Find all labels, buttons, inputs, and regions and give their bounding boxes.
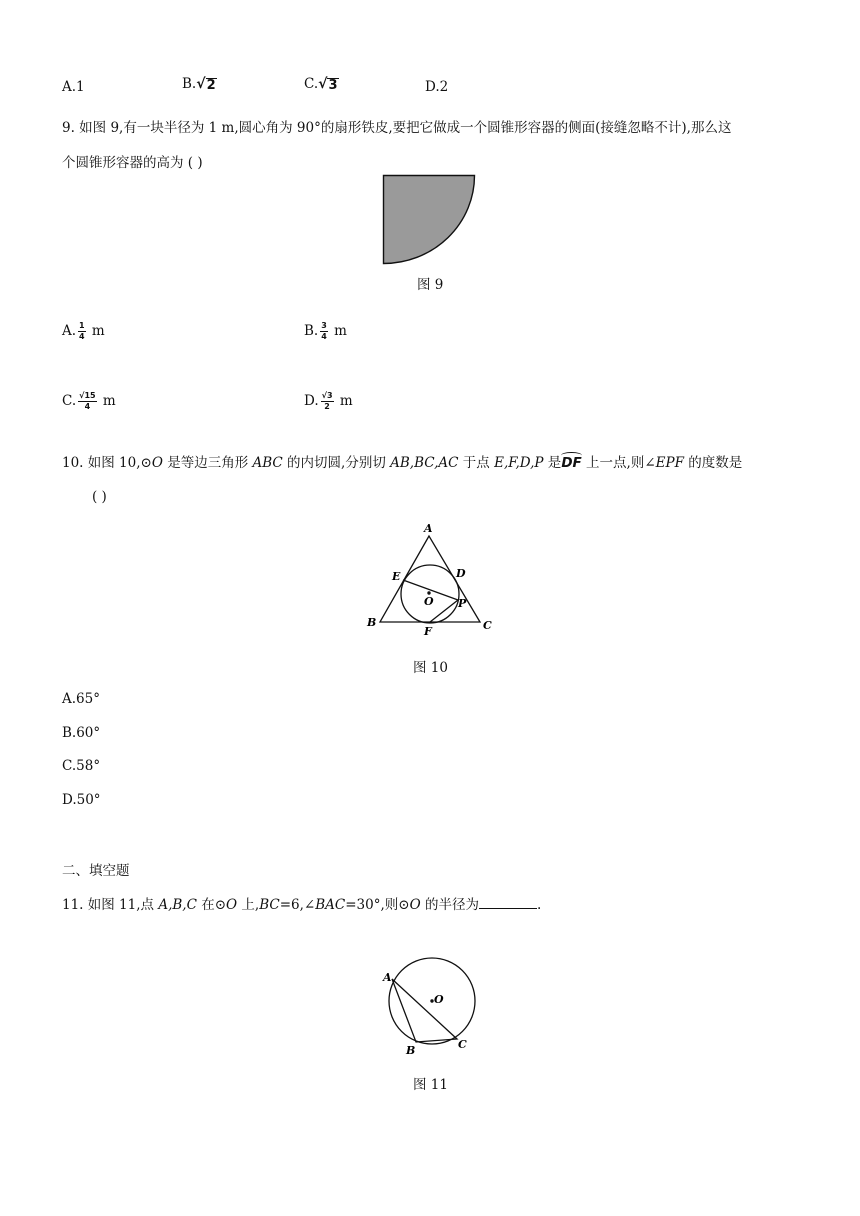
arc-df-symbol: DF [561,455,582,471]
q10-text: 的度数是 [683,455,743,471]
triangle-abc [392,979,457,1042]
q11-text: 上, [237,897,260,913]
label-e: E [392,570,401,583]
q10-text: 于点 [458,455,495,471]
q10-text: ABC [252,455,283,471]
prev-option-c [304,76,339,92]
prev-option-c-prefix: C. [304,76,319,92]
q11-text: =6,∠ [279,897,316,913]
q10-text: AB,BC,AC [390,455,459,471]
prev-option-a: A.1 [62,79,85,95]
q11-text: . [536,897,542,913]
fraction-sqrt15-4 [78,392,96,411]
label-c: C [483,619,492,632]
q9-option-b [304,322,347,341]
q11-text: A,B,C [158,897,197,913]
q10-option-c: C.58° [62,758,101,774]
q10-text: 是等边三角形 [162,455,253,471]
section-heading: 二、填空题 [62,863,130,879]
q9-option-a-prefix: A. [62,323,77,339]
q11-text: 的半径为 [420,897,479,913]
label-b: B [367,616,377,629]
prev-option-b [182,76,217,92]
q9-option-b-prefix: B. [304,323,319,339]
q9-option-d-prefix: D. [304,393,319,409]
q10-stem-line1 [62,451,742,471]
fraction-numerator: 3 [321,321,327,330]
fraction-denominator: 2 [324,402,330,411]
figure-9-sector [380,172,480,266]
label-a: A [424,522,433,535]
q9-stem-line2: 个圆锥形容器的高为 ( ) [62,155,203,171]
q9-option-c-prefix: C. [62,393,77,409]
q11-stem [62,893,541,913]
figure-11-caption: 图 11 [413,1077,448,1093]
q10-answer-paren: ( ) [92,489,107,505]
label-c: C [458,1038,467,1051]
unit-label: m [334,323,347,339]
q9-option-d [304,392,353,411]
q10-text: O [151,455,163,471]
sqrt-2: √ 2 [196,76,216,93]
figure-10-triangle-incircle [362,518,502,642]
label-f: F [424,625,432,638]
q10-option-b: B.60° [62,725,101,741]
q11-text: BC [259,897,280,913]
sqrt-3-radicand: 3 [328,78,338,93]
label-o: O [434,993,444,1006]
unit-label: m [102,393,116,409]
sector-shape [384,176,475,264]
prev-option-b-prefix: B. [182,76,197,92]
label-d: D [456,567,466,580]
q9-option-a [62,322,105,341]
fraction-numerator: √15 [79,391,96,400]
unit-label: m [339,393,353,409]
q11-text: BAC [315,897,346,913]
fraction-denominator: 4 [84,402,91,411]
figure-10-caption: 图 10 [413,660,448,676]
q10-text: EPF [655,455,684,471]
q11-text: =30°,则⊙ [345,897,410,913]
figure-11-circle [378,956,482,1060]
q10-text: 的内切圆,分别切 [282,455,391,471]
label-p: P [458,597,467,610]
q10-option-a: A.65° [62,691,100,707]
q10-text: 是 [543,455,562,471]
fraction-1-4 [78,322,86,341]
figure-9-caption: 图 9 [417,277,444,293]
q10-text: 10. 如图 10,⊙ [62,455,152,471]
q11-text: 11. 如图 11,点 [62,897,159,913]
q11-text: 在⊙ [196,897,227,913]
unit-label: m [91,323,105,339]
fraction-numerator: 1 [79,321,85,330]
label-b: B [406,1044,416,1057]
label-o: O [424,595,434,608]
fraction-sqrt3-2 [321,392,334,411]
sqrt-3: √ 3 [318,76,338,93]
q11-text: O [226,897,238,913]
q9-stem-line1: 9. 如图 9,有一块半径为 1 m,圆心角为 90°的扇形铁皮,要把它做成一个圆锥形容器的侧面(接缝忽略不计),那么这 [62,120,732,136]
sqrt-2-radicand: 2 [206,78,216,93]
q11-text: O [409,897,421,913]
q10-option-d: D.50° [62,792,101,808]
fraction-numerator: √3 [321,391,333,400]
fraction-denominator: 4 [79,332,85,341]
fraction-3-4 [320,322,328,341]
prev-option-d: D.2 [425,79,449,95]
fraction-denominator: 4 [321,332,327,341]
answer-blank[interactable] [479,896,537,909]
label-a: A [383,971,392,984]
q10-text: 上一点,则∠ [581,455,656,471]
q9-option-c [62,392,116,411]
q10-text: E,F,D,P [494,455,544,471]
